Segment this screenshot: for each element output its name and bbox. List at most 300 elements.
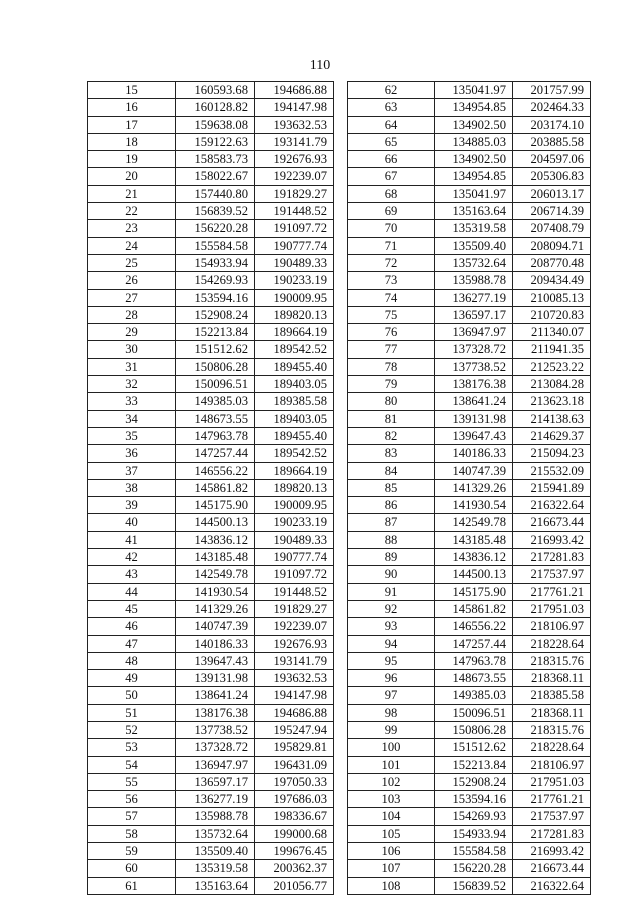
point-number-cell: 97 bbox=[348, 687, 435, 704]
point-number-cell: 42 bbox=[88, 549, 176, 566]
y-coordinate-cell: 203174.10 bbox=[513, 116, 591, 133]
table-row bbox=[88, 808, 334, 825]
x-coordinate-cell: 160128.82 bbox=[176, 99, 255, 116]
y-coordinate-cell: 216673.44 bbox=[513, 860, 591, 877]
y-coordinate-cell: 194147.98 bbox=[255, 99, 334, 116]
y-coordinate-cell: 201757.99 bbox=[513, 82, 591, 99]
table-row bbox=[348, 566, 591, 583]
point-number-cell: 15 bbox=[88, 82, 176, 99]
y-coordinate-cell: 189820.13 bbox=[255, 306, 334, 323]
x-coordinate-cell: 135163.64 bbox=[435, 203, 513, 220]
x-coordinate-cell: 136277.19 bbox=[176, 791, 255, 808]
point-number-cell: 57 bbox=[88, 808, 176, 825]
y-coordinate-cell: 211340.07 bbox=[513, 324, 591, 341]
point-number-cell: 28 bbox=[88, 306, 176, 323]
table-row bbox=[348, 168, 591, 185]
point-number-cell: 38 bbox=[88, 479, 176, 496]
point-number-cell: 99 bbox=[348, 721, 435, 738]
table-row bbox=[348, 721, 591, 738]
point-number-cell: 62 bbox=[348, 82, 435, 99]
x-coordinate-cell: 135163.64 bbox=[176, 877, 255, 894]
y-coordinate-cell: 191097.72 bbox=[255, 566, 334, 583]
y-coordinate-cell: 207408.79 bbox=[513, 220, 591, 237]
point-number-cell: 55 bbox=[88, 773, 176, 790]
x-coordinate-cell: 135319.58 bbox=[435, 220, 513, 237]
x-coordinate-cell: 143836.12 bbox=[435, 549, 513, 566]
point-number-cell: 41 bbox=[88, 531, 176, 548]
table-row bbox=[88, 393, 334, 410]
x-coordinate-cell: 147963.78 bbox=[176, 427, 255, 444]
y-coordinate-cell: 212523.22 bbox=[513, 358, 591, 375]
point-number-cell: 102 bbox=[348, 773, 435, 790]
y-coordinate-cell: 190777.74 bbox=[255, 237, 334, 254]
y-coordinate-cell: 194147.98 bbox=[255, 687, 334, 704]
table-row bbox=[88, 721, 334, 738]
y-coordinate-cell: 214138.63 bbox=[513, 410, 591, 427]
x-coordinate-cell: 149385.03 bbox=[435, 687, 513, 704]
table-row bbox=[88, 704, 334, 721]
x-coordinate-cell: 158583.73 bbox=[176, 151, 255, 168]
y-coordinate-cell: 217761.21 bbox=[513, 583, 591, 600]
table-row bbox=[88, 427, 334, 444]
point-number-cell: 85 bbox=[348, 479, 435, 496]
x-coordinate-cell: 142549.78 bbox=[435, 514, 513, 531]
table-row bbox=[88, 168, 334, 185]
table-row bbox=[348, 843, 591, 860]
table-row bbox=[88, 462, 334, 479]
point-number-cell: 80 bbox=[348, 393, 435, 410]
table-row bbox=[88, 237, 334, 254]
table-row bbox=[88, 272, 334, 289]
point-number-cell: 100 bbox=[348, 739, 435, 756]
y-coordinate-cell: 199000.68 bbox=[255, 825, 334, 842]
x-coordinate-cell: 156839.52 bbox=[435, 877, 513, 894]
table-row bbox=[348, 531, 591, 548]
y-coordinate-cell: 218106.97 bbox=[513, 756, 591, 773]
point-number-cell: 87 bbox=[348, 514, 435, 531]
x-coordinate-cell: 148673.55 bbox=[176, 410, 255, 427]
x-coordinate-cell: 134885.03 bbox=[435, 133, 513, 150]
x-coordinate-cell: 141329.26 bbox=[176, 600, 255, 617]
x-coordinate-cell: 156839.52 bbox=[176, 203, 255, 220]
x-coordinate-cell: 152213.84 bbox=[435, 756, 513, 773]
y-coordinate-cell: 192239.07 bbox=[255, 618, 334, 635]
table-row bbox=[88, 531, 334, 548]
y-coordinate-cell: 218315.76 bbox=[513, 721, 591, 738]
x-coordinate-cell: 138176.38 bbox=[435, 376, 513, 393]
x-coordinate-cell: 147257.44 bbox=[435, 635, 513, 652]
y-coordinate-cell: 189820.13 bbox=[255, 479, 334, 496]
point-number-cell: 45 bbox=[88, 600, 176, 617]
table-row bbox=[348, 825, 591, 842]
point-number-cell: 19 bbox=[88, 151, 176, 168]
table-row bbox=[88, 566, 334, 583]
point-number-cell: 35 bbox=[88, 427, 176, 444]
table-row bbox=[88, 341, 334, 358]
y-coordinate-cell: 192676.93 bbox=[255, 635, 334, 652]
point-number-cell: 46 bbox=[88, 618, 176, 635]
table-row bbox=[348, 462, 591, 479]
x-coordinate-cell: 155584.58 bbox=[176, 237, 255, 254]
y-coordinate-cell: 211941.35 bbox=[513, 341, 591, 358]
x-coordinate-cell: 134954.85 bbox=[435, 168, 513, 185]
x-coordinate-cell: 141329.26 bbox=[435, 479, 513, 496]
point-number-cell: 90 bbox=[348, 566, 435, 583]
table-row bbox=[88, 860, 334, 877]
point-number-cell: 56 bbox=[88, 791, 176, 808]
point-number-cell: 36 bbox=[88, 445, 176, 462]
y-coordinate-cell: 214629.37 bbox=[513, 427, 591, 444]
table-row bbox=[348, 185, 591, 202]
y-coordinate-cell: 190777.74 bbox=[255, 549, 334, 566]
table-row bbox=[88, 445, 334, 462]
x-coordinate-cell: 136947.97 bbox=[176, 756, 255, 773]
y-coordinate-cell: 216322.64 bbox=[513, 497, 591, 514]
y-coordinate-cell: 189664.19 bbox=[255, 462, 334, 479]
y-coordinate-cell: 218106.97 bbox=[513, 618, 591, 635]
table-row bbox=[88, 99, 334, 116]
y-coordinate-cell: 213623.18 bbox=[513, 393, 591, 410]
point-number-cell: 101 bbox=[348, 756, 435, 773]
x-coordinate-cell: 146556.22 bbox=[435, 618, 513, 635]
x-coordinate-cell: 137328.72 bbox=[435, 341, 513, 358]
table-row bbox=[88, 825, 334, 842]
y-coordinate-cell: 208770.48 bbox=[513, 254, 591, 271]
y-coordinate-cell: 199676.45 bbox=[255, 843, 334, 860]
x-coordinate-cell: 154933.94 bbox=[435, 825, 513, 842]
point-number-cell: 91 bbox=[348, 583, 435, 600]
x-coordinate-cell: 154933.94 bbox=[176, 254, 255, 271]
table-row bbox=[348, 324, 591, 341]
point-number-cell: 76 bbox=[348, 324, 435, 341]
y-coordinate-cell: 190489.33 bbox=[255, 254, 334, 271]
point-number-cell: 51 bbox=[88, 704, 176, 721]
table-row bbox=[88, 289, 334, 306]
x-coordinate-cell: 148673.55 bbox=[435, 670, 513, 687]
x-coordinate-cell: 135509.40 bbox=[435, 237, 513, 254]
x-coordinate-cell: 144500.13 bbox=[176, 514, 255, 531]
x-coordinate-cell: 150096.51 bbox=[435, 704, 513, 721]
y-coordinate-cell: 216673.44 bbox=[513, 514, 591, 531]
table-row bbox=[348, 791, 591, 808]
table-row bbox=[88, 254, 334, 271]
point-number-cell: 83 bbox=[348, 445, 435, 462]
table-row bbox=[348, 756, 591, 773]
x-coordinate-cell: 153594.16 bbox=[176, 289, 255, 306]
table-row bbox=[88, 549, 334, 566]
table-row bbox=[348, 82, 591, 99]
point-number-cell: 88 bbox=[348, 531, 435, 548]
x-coordinate-cell: 152908.24 bbox=[176, 306, 255, 323]
table-row bbox=[88, 133, 334, 150]
x-coordinate-cell: 135041.97 bbox=[435, 82, 513, 99]
point-number-cell: 92 bbox=[348, 600, 435, 617]
point-number-cell: 106 bbox=[348, 843, 435, 860]
table-row bbox=[348, 393, 591, 410]
y-coordinate-cell: 205306.83 bbox=[513, 168, 591, 185]
table-row bbox=[88, 843, 334, 860]
x-coordinate-cell: 141930.54 bbox=[176, 583, 255, 600]
table-row bbox=[348, 618, 591, 635]
point-number-cell: 23 bbox=[88, 220, 176, 237]
x-coordinate-cell: 135319.58 bbox=[176, 860, 255, 877]
x-coordinate-cell: 144500.13 bbox=[435, 566, 513, 583]
x-coordinate-cell: 151512.62 bbox=[176, 341, 255, 358]
y-coordinate-cell: 215941.89 bbox=[513, 479, 591, 496]
x-coordinate-cell: 136597.17 bbox=[435, 306, 513, 323]
table-row bbox=[88, 652, 334, 669]
point-number-cell: 50 bbox=[88, 687, 176, 704]
y-coordinate-cell: 218368.11 bbox=[513, 670, 591, 687]
y-coordinate-cell: 215094.23 bbox=[513, 445, 591, 462]
x-coordinate-cell: 135732.64 bbox=[435, 254, 513, 271]
y-coordinate-cell: 191097.72 bbox=[255, 220, 334, 237]
x-coordinate-cell: 156220.28 bbox=[435, 860, 513, 877]
y-coordinate-cell: 218368.11 bbox=[513, 704, 591, 721]
point-number-cell: 95 bbox=[348, 652, 435, 669]
point-number-cell: 98 bbox=[348, 704, 435, 721]
point-number-cell: 66 bbox=[348, 151, 435, 168]
x-coordinate-cell: 152908.24 bbox=[435, 773, 513, 790]
point-number-cell: 39 bbox=[88, 497, 176, 514]
x-coordinate-cell: 140747.39 bbox=[435, 462, 513, 479]
y-coordinate-cell: 204597.06 bbox=[513, 151, 591, 168]
y-coordinate-cell: 201056.77 bbox=[255, 877, 334, 894]
table-row bbox=[348, 739, 591, 756]
table-row bbox=[348, 877, 591, 894]
point-number-cell: 69 bbox=[348, 203, 435, 220]
y-coordinate-cell: 190233.19 bbox=[255, 272, 334, 289]
y-coordinate-cell: 194686.88 bbox=[255, 82, 334, 99]
x-coordinate-cell: 150806.28 bbox=[435, 721, 513, 738]
x-coordinate-cell: 145861.82 bbox=[176, 479, 255, 496]
table-row bbox=[348, 635, 591, 652]
table-row bbox=[348, 410, 591, 427]
point-number-cell: 89 bbox=[348, 549, 435, 566]
coordinate-table-right bbox=[347, 81, 591, 895]
table-row bbox=[348, 203, 591, 220]
point-number-cell: 82 bbox=[348, 427, 435, 444]
table-row bbox=[348, 133, 591, 150]
point-number-cell: 73 bbox=[348, 272, 435, 289]
y-coordinate-cell: 189385.58 bbox=[255, 393, 334, 410]
point-number-cell: 65 bbox=[348, 133, 435, 150]
y-coordinate-cell: 191829.27 bbox=[255, 185, 334, 202]
point-number-cell: 31 bbox=[88, 358, 176, 375]
x-coordinate-cell: 142549.78 bbox=[176, 566, 255, 583]
y-coordinate-cell: 200362.37 bbox=[255, 860, 334, 877]
y-coordinate-cell: 192239.07 bbox=[255, 168, 334, 185]
table-row bbox=[88, 220, 334, 237]
table-row bbox=[348, 306, 591, 323]
x-coordinate-cell: 134954.85 bbox=[435, 99, 513, 116]
point-number-cell: 53 bbox=[88, 739, 176, 756]
y-coordinate-cell: 217761.21 bbox=[513, 791, 591, 808]
table-row bbox=[348, 652, 591, 669]
point-number-cell: 61 bbox=[88, 877, 176, 894]
point-number-cell: 70 bbox=[348, 220, 435, 237]
point-number-cell: 27 bbox=[88, 289, 176, 306]
x-coordinate-cell: 135732.64 bbox=[176, 825, 255, 842]
table-row bbox=[88, 618, 334, 635]
point-number-cell: 63 bbox=[348, 99, 435, 116]
table-row bbox=[348, 376, 591, 393]
table-row bbox=[348, 289, 591, 306]
table-row bbox=[348, 497, 591, 514]
table-row bbox=[88, 635, 334, 652]
y-coordinate-cell: 196431.09 bbox=[255, 756, 334, 773]
table-row bbox=[88, 791, 334, 808]
point-number-cell: 72 bbox=[348, 254, 435, 271]
x-coordinate-cell: 136947.97 bbox=[435, 324, 513, 341]
point-number-cell: 24 bbox=[88, 237, 176, 254]
table-row bbox=[88, 410, 334, 427]
point-number-cell: 84 bbox=[348, 462, 435, 479]
y-coordinate-cell: 217951.03 bbox=[513, 600, 591, 617]
x-coordinate-cell: 160593.68 bbox=[176, 82, 255, 99]
x-coordinate-cell: 159638.08 bbox=[176, 116, 255, 133]
point-number-cell: 26 bbox=[88, 272, 176, 289]
y-coordinate-cell: 216993.42 bbox=[513, 843, 591, 860]
y-coordinate-cell: 192676.93 bbox=[255, 151, 334, 168]
table-row bbox=[88, 82, 334, 99]
table-row bbox=[348, 427, 591, 444]
x-coordinate-cell: 151512.62 bbox=[435, 739, 513, 756]
table-row bbox=[348, 808, 591, 825]
y-coordinate-cell: 217281.83 bbox=[513, 549, 591, 566]
y-coordinate-cell: 203885.58 bbox=[513, 133, 591, 150]
table-row bbox=[348, 670, 591, 687]
point-number-cell: 81 bbox=[348, 410, 435, 427]
y-coordinate-cell: 190009.95 bbox=[255, 497, 334, 514]
table-row bbox=[88, 497, 334, 514]
y-coordinate-cell: 218228.64 bbox=[513, 635, 591, 652]
table-row bbox=[348, 600, 591, 617]
table-row bbox=[88, 583, 334, 600]
x-coordinate-cell: 150096.51 bbox=[176, 376, 255, 393]
y-coordinate-cell: 189664.19 bbox=[255, 324, 334, 341]
table-row bbox=[88, 306, 334, 323]
x-coordinate-cell: 154269.93 bbox=[176, 272, 255, 289]
table-row bbox=[88, 670, 334, 687]
x-coordinate-cell: 149385.03 bbox=[176, 393, 255, 410]
y-coordinate-cell: 195247.94 bbox=[255, 721, 334, 738]
y-coordinate-cell: 218228.64 bbox=[513, 739, 591, 756]
table-row bbox=[88, 203, 334, 220]
x-coordinate-cell: 154269.93 bbox=[435, 808, 513, 825]
table-row bbox=[348, 272, 591, 289]
point-number-cell: 77 bbox=[348, 341, 435, 358]
point-number-cell: 21 bbox=[88, 185, 176, 202]
table-row bbox=[88, 324, 334, 341]
point-number-cell: 64 bbox=[348, 116, 435, 133]
table-row bbox=[348, 237, 591, 254]
x-coordinate-cell: 134902.50 bbox=[435, 151, 513, 168]
table-row bbox=[88, 151, 334, 168]
y-coordinate-cell: 210720.83 bbox=[513, 306, 591, 323]
point-number-cell: 78 bbox=[348, 358, 435, 375]
point-number-cell: 54 bbox=[88, 756, 176, 773]
x-coordinate-cell: 147257.44 bbox=[176, 445, 255, 462]
y-coordinate-cell: 195829.81 bbox=[255, 739, 334, 756]
table-row bbox=[88, 877, 334, 894]
point-number-cell: 74 bbox=[348, 289, 435, 306]
point-number-cell: 48 bbox=[88, 652, 176, 669]
x-coordinate-cell: 140747.39 bbox=[176, 618, 255, 635]
point-number-cell: 94 bbox=[348, 635, 435, 652]
x-coordinate-cell: 158022.67 bbox=[176, 168, 255, 185]
x-coordinate-cell: 155584.58 bbox=[435, 843, 513, 860]
point-number-cell: 68 bbox=[348, 185, 435, 202]
x-coordinate-cell: 140186.33 bbox=[435, 445, 513, 462]
point-number-cell: 58 bbox=[88, 825, 176, 842]
x-coordinate-cell: 145861.82 bbox=[435, 600, 513, 617]
x-coordinate-cell: 135509.40 bbox=[176, 843, 255, 860]
y-coordinate-cell: 210085.13 bbox=[513, 289, 591, 306]
y-coordinate-cell: 190009.95 bbox=[255, 289, 334, 306]
y-coordinate-cell: 190489.33 bbox=[255, 531, 334, 548]
point-number-cell: 67 bbox=[348, 168, 435, 185]
point-number-cell: 108 bbox=[348, 877, 435, 894]
x-coordinate-cell: 136277.19 bbox=[435, 289, 513, 306]
table-row bbox=[348, 860, 591, 877]
table-row bbox=[348, 479, 591, 496]
table-row bbox=[88, 756, 334, 773]
table-row bbox=[348, 583, 591, 600]
point-number-cell: 47 bbox=[88, 635, 176, 652]
y-coordinate-cell: 189403.05 bbox=[255, 376, 334, 393]
x-coordinate-cell: 138641.24 bbox=[176, 687, 255, 704]
table-row bbox=[348, 254, 591, 271]
y-coordinate-cell: 217281.83 bbox=[513, 825, 591, 842]
y-coordinate-cell: 189455.40 bbox=[255, 427, 334, 444]
point-number-cell: 30 bbox=[88, 341, 176, 358]
y-coordinate-cell: 216322.64 bbox=[513, 877, 591, 894]
point-number-cell: 25 bbox=[88, 254, 176, 271]
y-coordinate-cell: 208094.71 bbox=[513, 237, 591, 254]
table-row bbox=[88, 514, 334, 531]
point-number-cell: 71 bbox=[348, 237, 435, 254]
y-coordinate-cell: 194686.88 bbox=[255, 704, 334, 721]
y-coordinate-cell: 198336.67 bbox=[255, 808, 334, 825]
page-number: 110 bbox=[309, 58, 331, 73]
point-number-cell: 96 bbox=[348, 670, 435, 687]
point-number-cell: 33 bbox=[88, 393, 176, 410]
y-coordinate-cell: 193632.53 bbox=[255, 670, 334, 687]
point-number-cell: 107 bbox=[348, 860, 435, 877]
coordinate-table-left bbox=[87, 81, 334, 895]
y-coordinate-cell: 218315.76 bbox=[513, 652, 591, 669]
point-number-cell: 79 bbox=[348, 376, 435, 393]
y-coordinate-cell: 217537.97 bbox=[513, 808, 591, 825]
table-row bbox=[348, 116, 591, 133]
y-coordinate-cell: 189403.05 bbox=[255, 410, 334, 427]
x-coordinate-cell: 156220.28 bbox=[176, 220, 255, 237]
point-number-cell: 44 bbox=[88, 583, 176, 600]
table-row bbox=[348, 514, 591, 531]
point-number-cell: 103 bbox=[348, 791, 435, 808]
x-coordinate-cell: 150806.28 bbox=[176, 358, 255, 375]
y-coordinate-cell: 193141.79 bbox=[255, 133, 334, 150]
y-coordinate-cell: 193141.79 bbox=[255, 652, 334, 669]
point-number-cell: 104 bbox=[348, 808, 435, 825]
x-coordinate-cell: 137328.72 bbox=[176, 739, 255, 756]
table-row bbox=[88, 116, 334, 133]
y-coordinate-cell: 215532.09 bbox=[513, 462, 591, 479]
table-row bbox=[88, 739, 334, 756]
table-row bbox=[348, 549, 591, 566]
point-number-cell: 29 bbox=[88, 324, 176, 341]
